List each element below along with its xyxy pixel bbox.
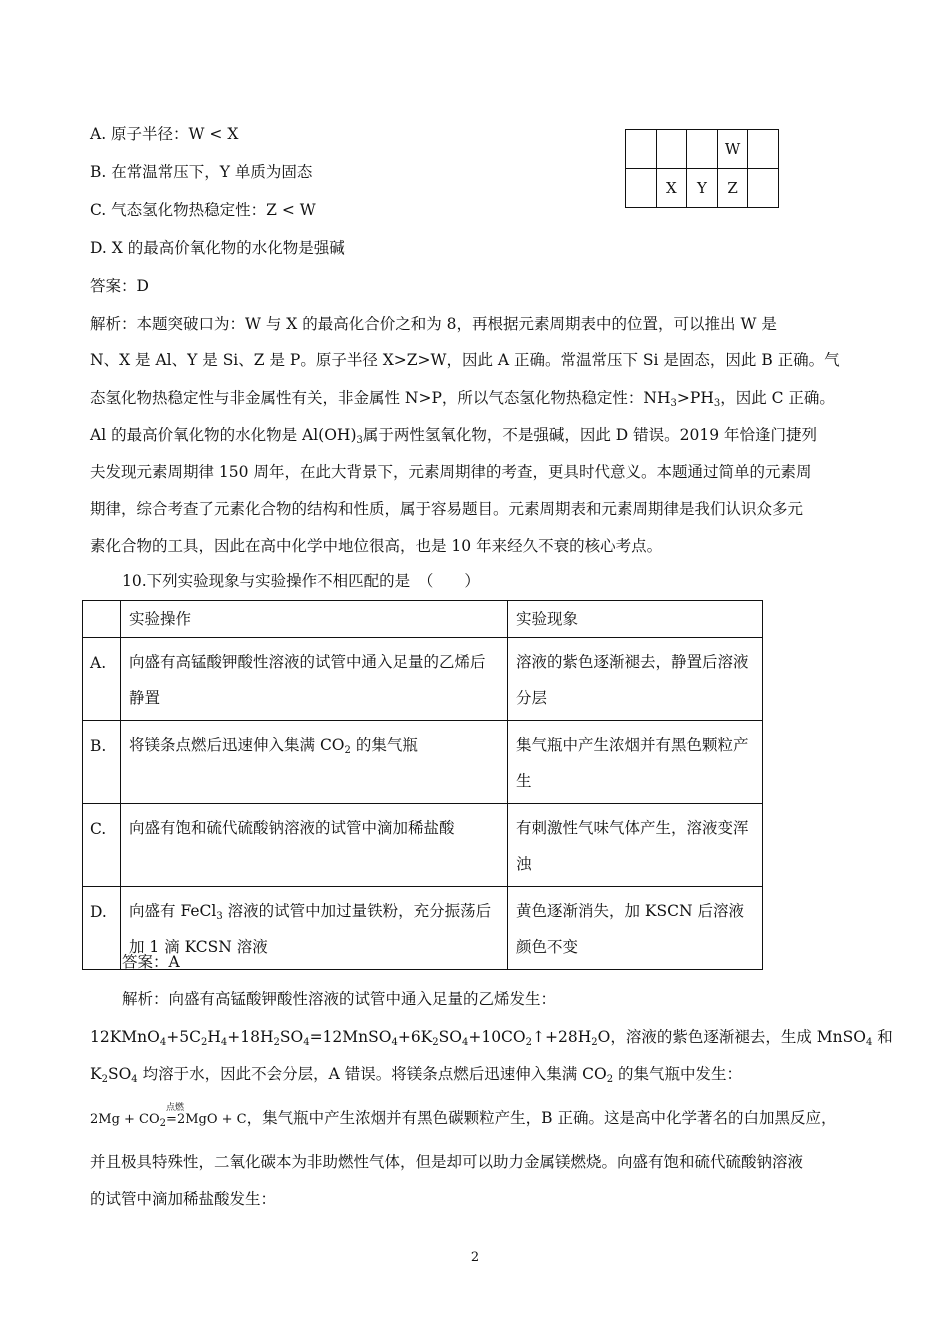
table-row bbox=[83, 887, 763, 970]
q10-question: 10.下列实验现象与实验操作不相匹配的是 （ ） bbox=[122, 572, 480, 590]
table-row bbox=[83, 804, 763, 887]
periodic-table-fragment bbox=[625, 129, 779, 208]
grid-cell-z: Z bbox=[717, 169, 748, 208]
grid-cell bbox=[687, 130, 718, 169]
grid-cell bbox=[626, 130, 657, 169]
q10-analysis-line-3: $K_2SO_4$ 均溶于水，因此不会分层，A 错误。将镁条点燃后迅速伸入集满 $CO_2$ 的集气瓶中发生： bbox=[90, 1065, 743, 1085]
q9-analysis-line-4: Al 的最高价氧化物的水化物是 $Al(OH)_3$属于两性氢氧化物，不是强碱，因此 D 错误。2019 年恰逢门捷列 bbox=[90, 426, 818, 446]
option-c: C. 气态氢化物热稳定性：Z < W bbox=[90, 201, 316, 219]
grid-cell bbox=[626, 169, 657, 208]
phenomenon-cell: 溶液的紫色逐渐褪去，静置后溶液分层 bbox=[508, 638, 763, 721]
option-b: B. 在常温常压下，Y 单质为固态 bbox=[90, 163, 313, 181]
table-cell bbox=[83, 601, 121, 638]
operation-cell: 向盛有饱和硫代硫酸钠溶液的试管中滴加稀盐酸 bbox=[121, 804, 508, 887]
operation-cell: 向盛有 FeCl$_3$ 溶液的试管中加过量铁粉，充分振荡后 加 1 滴 KCSN 溶液 bbox=[121, 887, 508, 970]
grid-cell bbox=[656, 130, 687, 169]
option-a: A. 原子半径：W < X bbox=[90, 125, 239, 143]
q10-analysis-line-5: 并且极具特殊性，二氧化碳本为非助燃性气体，但是却可以助力金属镁燃烧。向盛有饱和硫代硫酸钠溶液 bbox=[90, 1153, 804, 1171]
table-header-row bbox=[83, 601, 763, 638]
q10-analysis-line-6: 的试管中滴加稀盐酸发生： bbox=[90, 1190, 277, 1208]
table-row bbox=[83, 638, 763, 721]
operation-cell: 向盛有高锰酸钾酸性溶液的试管中通入足量的乙烯后静置 bbox=[121, 638, 508, 721]
option-d: D. X 的最高价氧化物的水化物是强碱 bbox=[90, 239, 345, 257]
q10-analysis-line-4: $2Mg + CO_2$ 点燃 =2MgO + C，集气瓶中产生浓烟并有黑色碳颗粒产生，B 正确。这是高中化学著名的白加黑反应， bbox=[90, 1103, 837, 1129]
q10-equation-line: $12KMnO_4+5C_2H_4+18H_2SO_4=12MnSO_4+6K_2SO_4+10CO_2↑+28H_2O$，溶液的紫色逐渐褪去，生成 MnSO$_4$ 和 bbox=[90, 1028, 893, 1048]
q9-analysis-line-1: 解析：本题突破口为：W 与 X 的最高化合价之和为 8，再根据元素周期表中的位置，可以推出 W 是 bbox=[90, 315, 777, 333]
q9-analysis-line-7: 素化合物的工具，因此在高中化学中地位很高，也是 10 年来经久不衰的核心考点。 bbox=[90, 537, 663, 555]
column-header-operation: 实验操作 bbox=[121, 601, 508, 638]
grid-cell bbox=[748, 169, 779, 208]
q10-answer: 答案：A bbox=[122, 953, 180, 971]
phenomenon-cell: 有刺激性气味气体产生，溶液变浑浊 bbox=[508, 804, 763, 887]
row-label: B. bbox=[83, 721, 121, 804]
q9-analysis-line-5: 夫发现元素周期律 150 周年，在此大背景下，元素周期律的考查，更具时代意义。本题通过简单的元素周 bbox=[90, 463, 812, 481]
phenomenon-cell: 集气瓶中产生浓烟并有黑色颗粒产生 bbox=[508, 721, 763, 804]
operation-cell: 将镁条点燃后迅速伸入集满 $CO_2$ 的集气瓶 bbox=[121, 721, 508, 804]
table-row bbox=[83, 721, 763, 804]
column-header-phenomenon: 实验现象 bbox=[508, 601, 763, 638]
q9-analysis-line-3: 态氢化物热稳定性与非金属性有关，非金属性 N>P，所以气态氢化物热稳定性：$NH_3>PH_3$，因此 C 正确。 bbox=[90, 389, 835, 409]
grid-cell-w: W bbox=[717, 130, 748, 169]
q10-analysis-line-1: 解析：向盛有高锰酸钾酸性溶液的试管中通入足量的乙烯发生： bbox=[122, 990, 557, 1008]
page-number: 2 bbox=[470, 1250, 480, 1265]
row-label: D. bbox=[83, 887, 121, 970]
grid-cell-x: X bbox=[656, 169, 687, 208]
q9-analysis-line-6: 期律，综合考查了元素化合物的结构和性质，属于容易题目。元素周期表和元素周期律是我们认识众多元 bbox=[90, 500, 804, 518]
experiment-table bbox=[82, 600, 763, 970]
row-label: A. bbox=[83, 638, 121, 721]
grid-cell bbox=[748, 130, 779, 169]
phenomenon-cell: 黄色逐渐消失，加 KSCN 后溶液 颜色不变 bbox=[508, 887, 763, 970]
row-label: C. bbox=[83, 804, 121, 887]
q9-answer: 答案：D bbox=[90, 277, 149, 295]
q9-analysis-line-2: N、X 是 Al、Y 是 Si、Z 是 P。原子半径 X>Z>W，因此 A 正确。常温常压下 Si 是固态，因此 B 正确。气 bbox=[90, 351, 840, 369]
grid-cell-y: Y bbox=[687, 169, 718, 208]
